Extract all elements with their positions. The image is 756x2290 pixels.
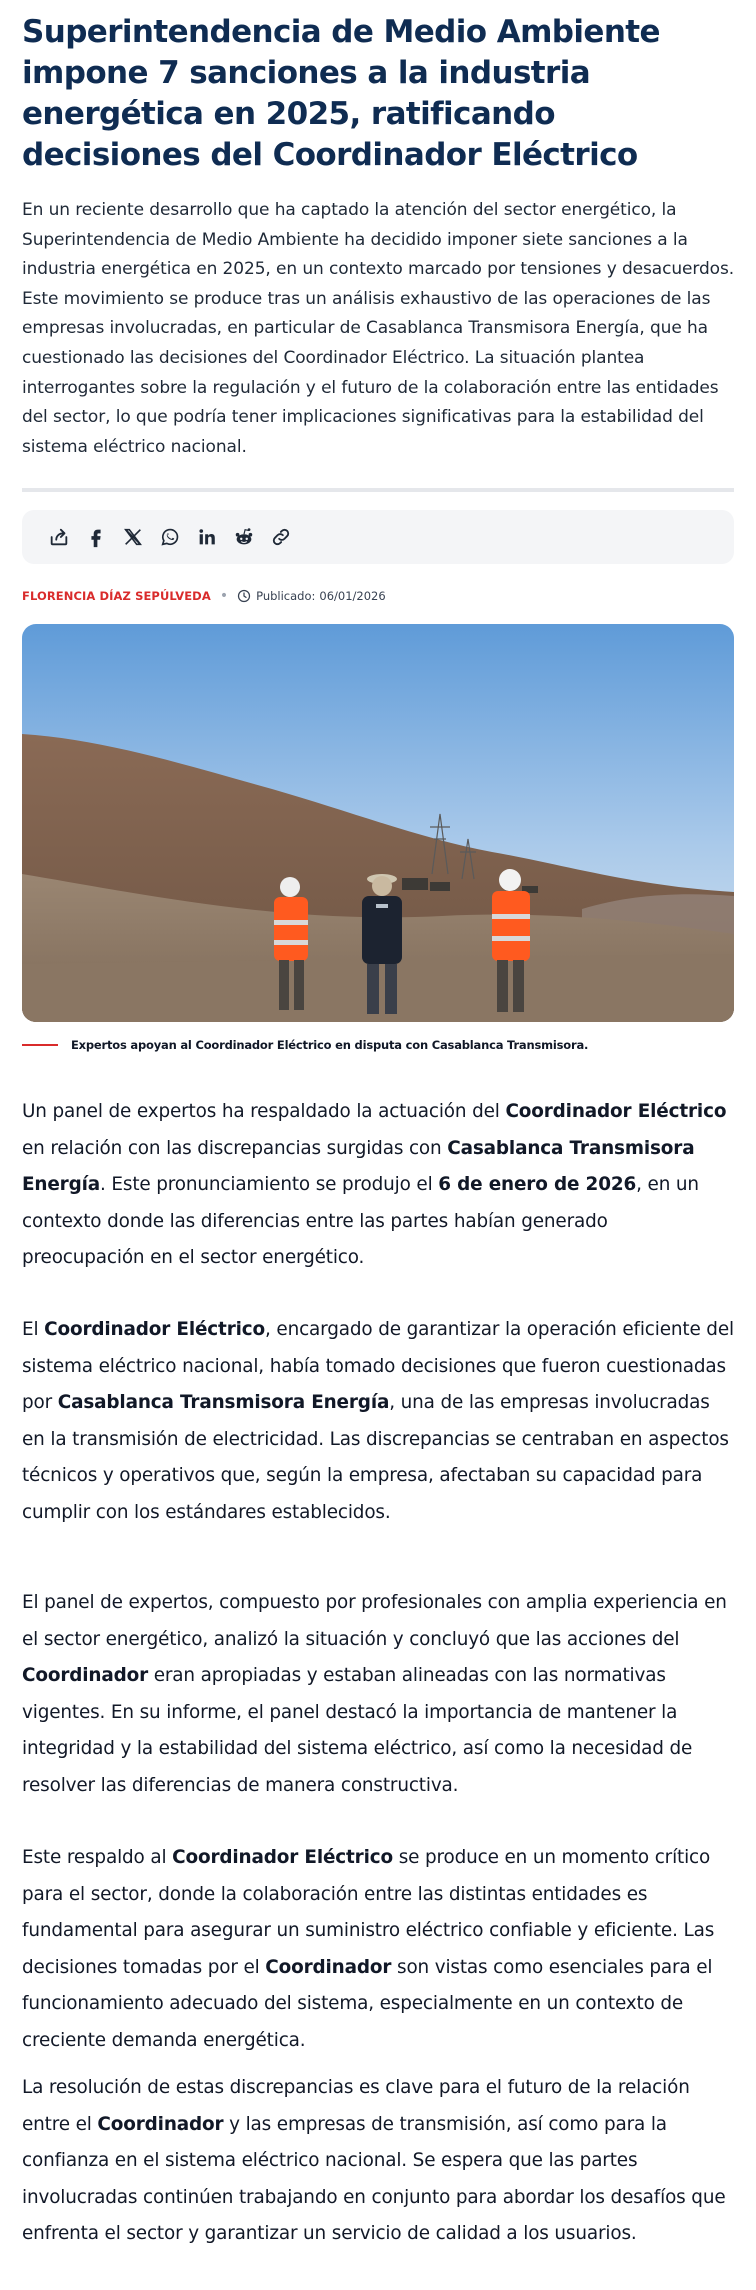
emphasis-text: Coordinador — [97, 2113, 224, 2135]
emphasis-text: Casablanca Transmisora Energía — [57, 1392, 390, 1414]
published-label: Publicado: — [256, 589, 316, 603]
whatsapp-icon[interactable] — [151, 522, 188, 552]
paragraph-text: eran apropiadas y estaban alineadas con las normativas vigentes. En su informe, el panel destacó la importancia de mantener la integridad y la estabilidad del sistema eléctrico, así como la necesidad de resolver las diferencias de manera constructiva. — [22, 1665, 693, 1796]
emphasis-text: 6 de enero de 2026 — [438, 1174, 637, 1196]
body-paragraph — [22, 2070, 734, 2253]
published-date: 06/01/2026 — [319, 589, 386, 603]
article-photo — [22, 624, 734, 1022]
divider — [22, 488, 734, 492]
emphasis-text: Coordinador Eléctrico — [44, 1319, 266, 1340]
caption-accent-line — [22, 1044, 58, 1046]
facebook-icon[interactable] — [77, 522, 114, 552]
reddit-icon[interactable] — [225, 522, 262, 552]
caption-text: Expertos apoyan al Coordinador Eléctrico en disputa con Casablanca Transmisora. — [71, 1038, 589, 1052]
body-paragraph — [22, 1585, 734, 1805]
paragraph-text: Este respaldo al — [22, 1847, 173, 1868]
paragraph-text: El panel de expertos, compuesto por profesionales con amplia experiencia en el sector energético, analizó la situación y concluyó que las acciones del — [22, 1592, 727, 1650]
linkedin-icon[interactable] — [188, 522, 225, 552]
paragraph-text: son vistas como esenciales para el funcionamiento adecuado del sistema, especialmente en un contexto de creciente demanda energética. — [22, 1956, 713, 2051]
paragraph-text: , una de las empresas involucradas en la transmisión de electricidad. Las discrepancias se centraban en aspectos técnicos y operativos que, según la empresa, afectaban su capacidad para cumplir con los estándares establecidos. — [22, 1392, 729, 1523]
paragraph-text: en relación con las discrepancias surgidas con — [22, 1137, 448, 1159]
paragraph-text: El — [22, 1319, 45, 1340]
author-name[interactable]: FLORENCIA DÍAZ SEPÚLVEDA — [22, 589, 211, 603]
article-lead: En un reciente desarrollo que ha captado la atención del sector energético, la Superintendencia de Medio Ambiente ha decidido imponer siete sanciones a la industria energética en 2025, en un contexto marcado por tensiones y desacuerdos. Este movimiento se produce tras un análisis exhaustivo de las operaciones de las empresas involucradas, en particular de Casablanca Transmisora Energía, que ha cuestionado las decisiones del Coordinador Eléctrico. La situación plantea interrogantes sobre la regulación y el futuro de la colaboración entre las entidades del sector, lo que podría tener implicaciones significativas para la estabilidad del sistema eléctrico nacional. — [22, 200, 735, 457]
emphasis-text: Casablanca Transmisora Energía — [22, 1137, 695, 1196]
share-icon[interactable] — [40, 522, 77, 552]
emphasis-text: Coordinador Eléctrico — [505, 1101, 727, 1122]
share-bar — [22, 510, 734, 564]
paragraph-text: y las empresas de transmisión, así como para la confianza en el sistema eléctrico nacional. Se espera que las partes involucradas continúen trabajando en conjunto para abordar los desafíos que enfrenta el sector y garantizar un servicio de calidad a los usuarios. — [22, 2113, 726, 2245]
clock-icon — [237, 589, 251, 603]
article-headline: Superintendencia de Medio Ambiente impone 7 sanciones a la industria energética en 2025, ratificando decisiones del Coordinador Eléctrico — [22, 14, 660, 173]
link-icon[interactable] — [262, 522, 299, 552]
emphasis-text: Coordinador Eléctrico — [172, 1847, 393, 1868]
byline-separator: • — [219, 588, 229, 604]
body-paragraph — [22, 1840, 734, 2060]
paragraph-text: Un panel de expertos ha respaldado la actuación del — [22, 1101, 506, 1122]
paragraph-text: se produce en un momento crítico para el sector, donde la colaboración entre las distintas entidades es fundamental para asegurar un suministro eléctrico confiable y eficiente. Las decisiones tomadas por el — [22, 1847, 715, 1978]
paragraph-text: . Este pronunciamiento se produjo el — [100, 1174, 439, 1196]
photo-caption — [22, 1038, 588, 1052]
emphasis-text: Coordinador — [265, 1956, 392, 1978]
paragraph-text: , en un contexto donde las diferencias entre las partes habían generado preocupación en el sector energético. — [22, 1174, 699, 1269]
paragraph-text: La resolución de estas discrepancias es clave para el futuro de la relación entre el — [22, 2077, 690, 2135]
emphasis-text: Coordinador — [22, 1665, 149, 1687]
body-paragraph — [22, 1094, 734, 1277]
paragraph-text: , encargado de garantizar la operación eficiente del sistema eléctrico nacional, había tomado decisiones que fueron cuestionadas por — [22, 1319, 734, 1414]
byline — [22, 586, 386, 606]
body-paragraph — [22, 1312, 734, 1532]
x-icon[interactable] — [114, 522, 151, 552]
